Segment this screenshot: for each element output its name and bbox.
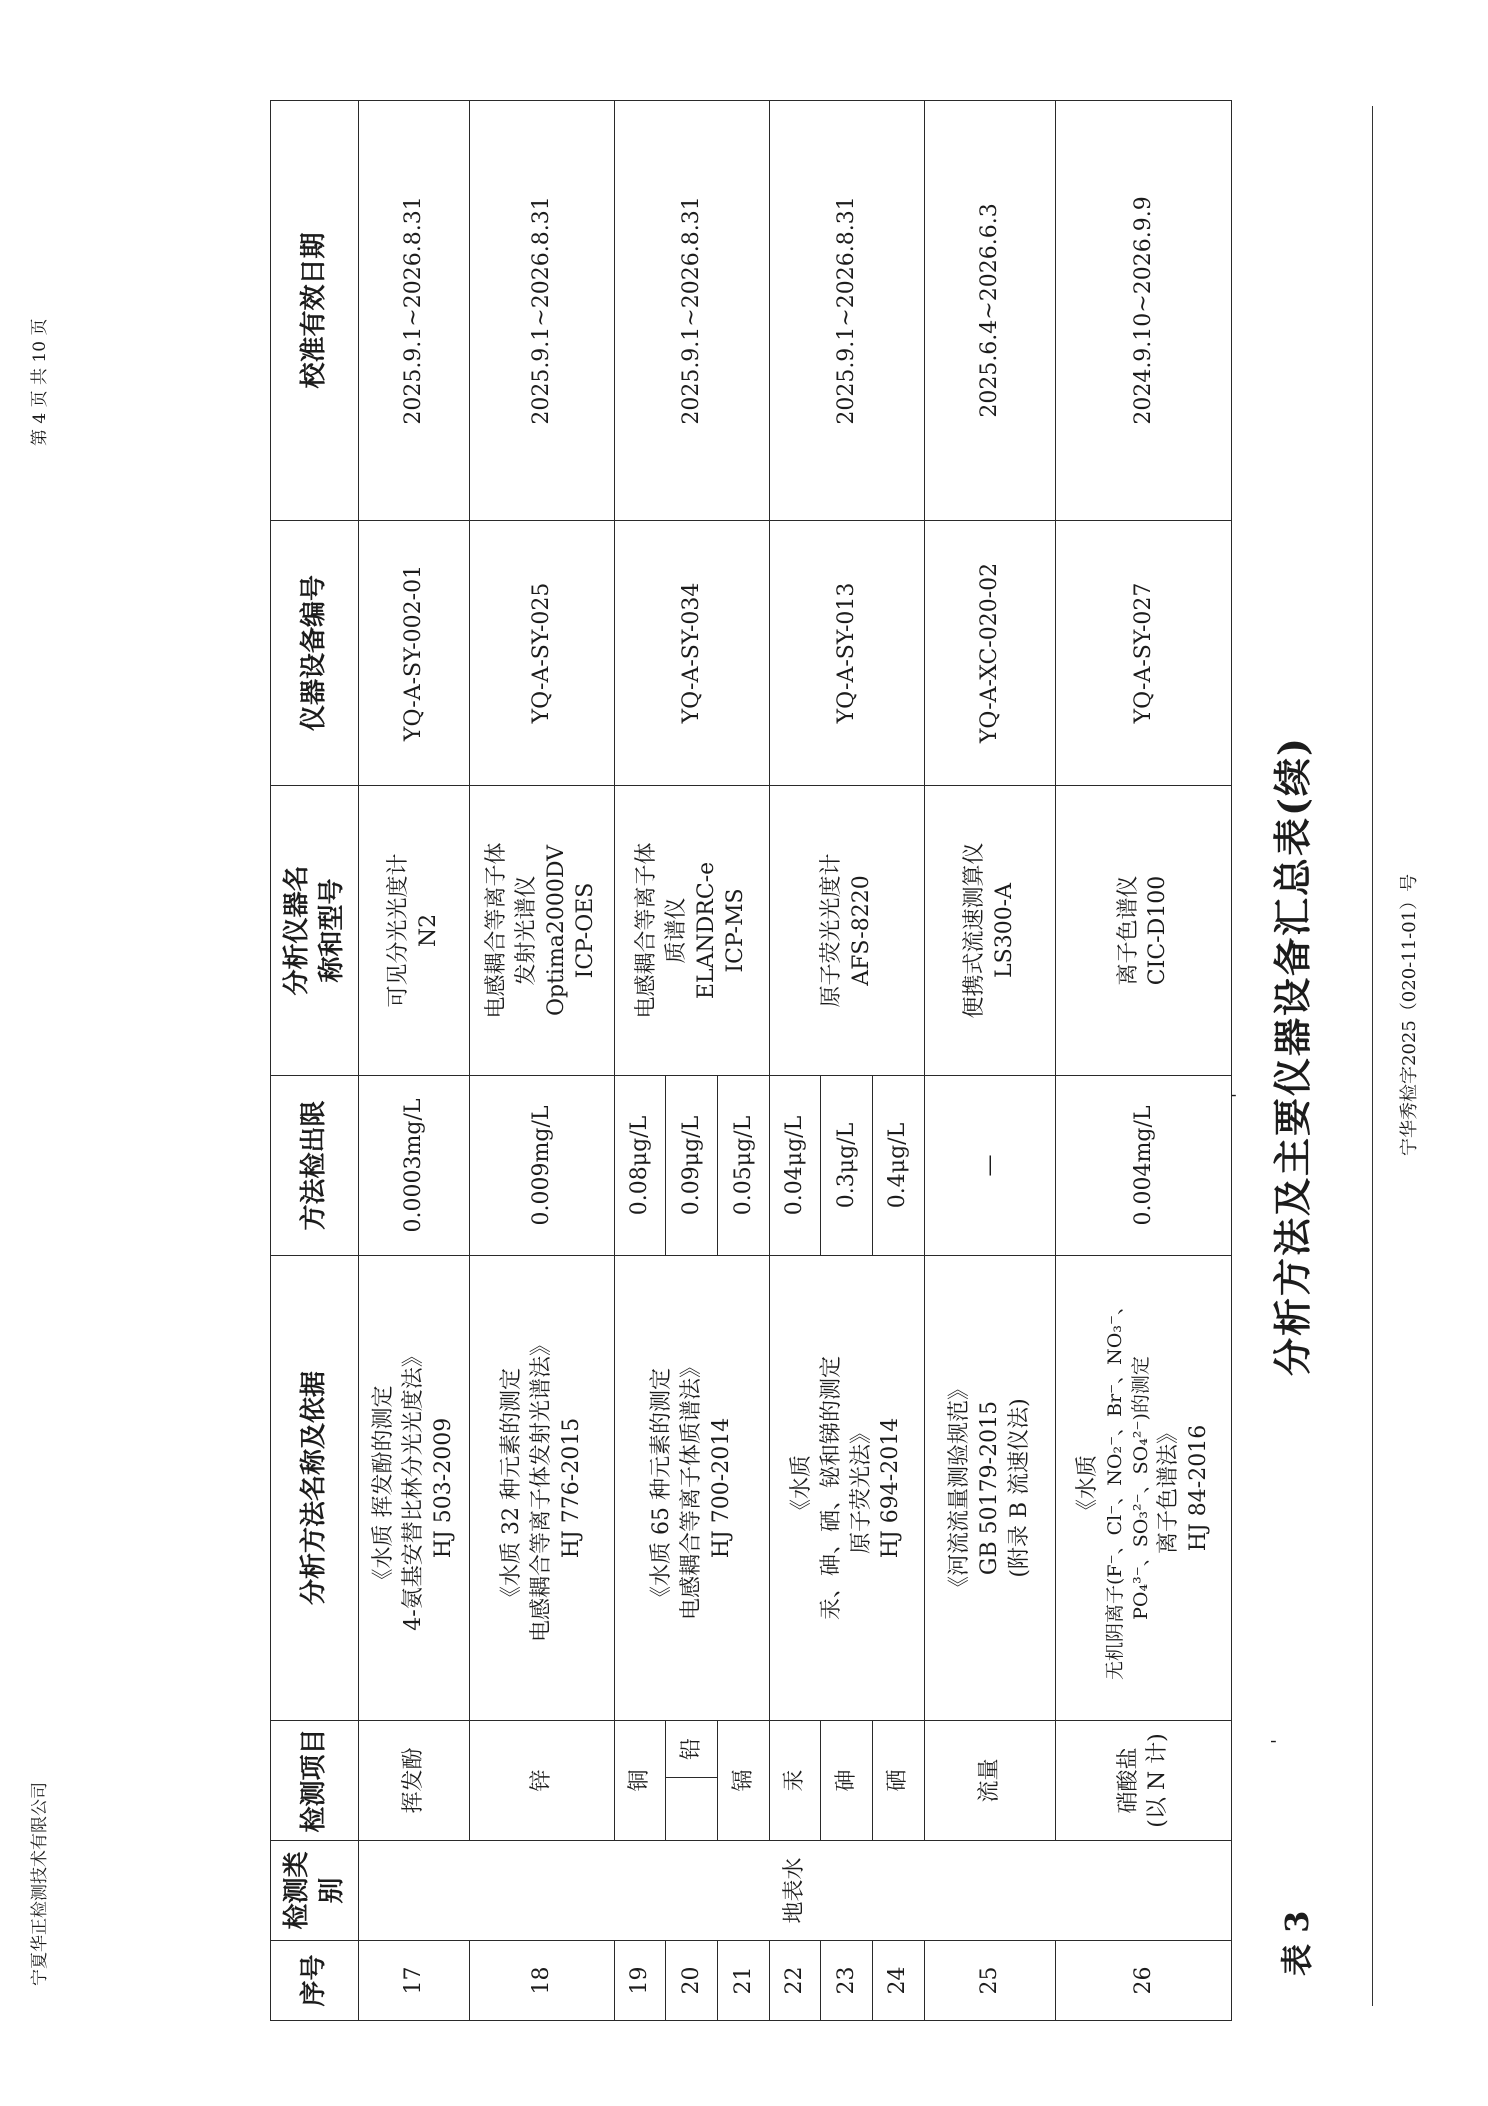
header-rule xyxy=(1372,106,1373,2006)
detection-limit: 0.08μg/L xyxy=(614,1075,666,1255)
col-header: 校准有效日期 xyxy=(271,100,359,520)
test-item: 铜 xyxy=(614,1720,666,1840)
row-number: 21 xyxy=(718,1941,770,2021)
instrument-cell xyxy=(769,785,924,1075)
method-line: 《水质 挥发酚的测定 xyxy=(371,1385,397,1591)
method-line: 《水质 xyxy=(1075,1454,1101,1521)
spacer-cell xyxy=(666,1778,718,1841)
test-item: 硒 xyxy=(872,1720,924,1840)
detection-limit: 0.09μg/L xyxy=(666,1075,718,1255)
row-number: 24 xyxy=(872,1941,924,2021)
calibration-date: 2025.9.1~2026.8.31 xyxy=(469,100,614,520)
test-item: 流量 xyxy=(924,1720,1055,1840)
col-header: 检测项目 xyxy=(271,1720,359,1840)
method-cell xyxy=(769,1255,924,1720)
table-row xyxy=(469,100,614,2020)
instrument-line: ICP-MS xyxy=(723,888,749,973)
instrument-cell xyxy=(924,785,1055,1075)
calibration-date: 2025.9.1~2026.8.31 xyxy=(614,100,769,520)
method-cell xyxy=(1055,1255,1231,1720)
test-item: 锌 xyxy=(469,1720,614,1840)
table-row xyxy=(924,100,1055,2020)
test-item: 镉 xyxy=(718,1720,770,1840)
instrument-line: 质谱仪 xyxy=(664,897,690,964)
calibration-date: 2025.9.1~2026.8.31 xyxy=(359,100,469,520)
calibration-date: 2024.9.10~2026.9.9 xyxy=(1055,100,1231,520)
stray-mark: ' xyxy=(1268,1739,1289,1744)
instrument-line: 电感耦合等离子体 xyxy=(634,842,660,1019)
col-header xyxy=(271,785,359,1075)
detection-limit: 0.3μg/L xyxy=(821,1075,873,1255)
method-line: 《水质 32 种元素的测定 xyxy=(499,1368,525,1608)
method-line: 汞、砷、硒、铋和锑的测定 xyxy=(818,1355,844,1620)
col-header: 仪器设备编号 xyxy=(271,520,359,785)
page-title: 分析方法及主要仪器设备汇总表(续) xyxy=(1270,736,1315,1376)
row-number: 17 xyxy=(359,1941,469,2021)
test-item: 挥发酚 xyxy=(359,1720,469,1840)
method-line: 4-氨基安替比林分光光度法》 xyxy=(401,1345,427,1631)
test-item-line: (以 N 计) xyxy=(1145,1733,1171,1828)
row-number: 22 xyxy=(769,1941,821,2021)
method-cell xyxy=(924,1255,1055,1720)
method-line: HJ 776-2015 xyxy=(558,1417,584,1559)
test-item-line: 硝酸盐 xyxy=(1115,1747,1141,1814)
instrument-line: Optima2000DV xyxy=(543,844,569,1017)
instrument-cell xyxy=(1055,785,1231,1075)
method-cell xyxy=(359,1255,469,1720)
method-cell xyxy=(614,1255,769,1720)
method-line: 《水质 xyxy=(789,1454,815,1521)
method-line: 《河流流量测验规范》 xyxy=(947,1377,973,1598)
instrument-line: ICP-OES xyxy=(573,882,599,979)
col-header-part: 分析仪器名称和型号 xyxy=(281,865,347,996)
device-number: YQ-A-SY-002-01 xyxy=(359,520,469,785)
instrument-line: N2 xyxy=(415,913,441,948)
instrument-cell xyxy=(359,785,469,1075)
instrument-line: 电感耦合等离子体 xyxy=(484,842,510,1019)
detection-limit: 0.0003mg/L xyxy=(359,1075,469,1255)
calibration-date: 2025.6.4~2026.6.3 xyxy=(924,100,1055,520)
col-header: 分析方法名称及依据 xyxy=(271,1255,359,1720)
test-category: 地表水 xyxy=(359,1841,1232,1941)
table-row xyxy=(1055,100,1231,2020)
instrument-line: 离子色谱仪 xyxy=(1115,875,1141,986)
instrument-line: AFS-8220 xyxy=(848,875,874,986)
row-number: 18 xyxy=(469,1941,614,2021)
calibration-date: 2025.9.1~2026.8.31 xyxy=(769,100,924,520)
document-code: 宁华秀检字2025（020-11-01）号 xyxy=(1399,873,1420,1156)
device-number: YQ-A-SY-013 xyxy=(769,520,924,785)
instrument-line: 便携式流速测算仪 xyxy=(962,842,988,1019)
device-number: YQ-A-XC-020-02 xyxy=(924,520,1055,785)
row-number: 20 xyxy=(666,1941,718,2021)
col-header: 序号 xyxy=(271,1941,359,2021)
detection-limit: 0.4μg/L xyxy=(872,1075,924,1255)
method-line: 电感耦合等离子体质谱法》 xyxy=(678,1355,704,1620)
method-cell xyxy=(469,1255,614,1720)
method-line: 无机阴离子(F⁻、Cl⁻、NO₂⁻、Br⁻、NO₃⁻、 xyxy=(1103,1295,1126,1681)
stray-mark: ' xyxy=(1228,1093,1249,1098)
instrument-line: 可见分光光度计 xyxy=(386,853,412,1008)
method-line: HJ 694-2014 xyxy=(878,1417,904,1559)
detection-limit: 0.04μg/L xyxy=(769,1075,821,1255)
instrument-line: CIC-D100 xyxy=(1145,875,1171,986)
device-number: YQ-A-SY-025 xyxy=(469,520,614,785)
instrument-line: ELANDRC-e xyxy=(693,861,719,1000)
detection-limit: — xyxy=(924,1075,1055,1255)
row-number: 25 xyxy=(924,1941,1055,2021)
detection-limit: 0.05μg/L xyxy=(718,1075,770,1255)
table-row xyxy=(359,100,469,2020)
instrument-line: LS300-A xyxy=(991,882,1017,978)
method-line: GB 50179-2015 xyxy=(976,1400,1002,1576)
col-header: 方法检出限 xyxy=(271,1075,359,1255)
detection-limit: 0.004mg/L xyxy=(1055,1075,1231,1255)
method-line: 离子色谱法》 xyxy=(1156,1421,1182,1554)
method-line: 电感耦合等离子体发射光谱法》 xyxy=(528,1333,554,1642)
method-line: HJ 84-2016 xyxy=(1185,1424,1211,1552)
col-header: 检测类别 xyxy=(271,1841,359,1941)
test-item: 汞 xyxy=(769,1720,821,1840)
method-line: HJ 503-2009 xyxy=(430,1417,456,1559)
table-row xyxy=(614,100,666,2020)
test-item: 砷 xyxy=(821,1720,873,1840)
instrument-line: 原子荧光光度计 xyxy=(818,853,844,1008)
method-line: PO₄³⁻、SO₃²⁻、SO₄²⁻)的测定 xyxy=(1129,1356,1152,1620)
method-line: 原子荧光法》 xyxy=(848,1421,874,1554)
row-number: 23 xyxy=(821,1941,873,2021)
equipment-table xyxy=(270,100,1232,2021)
method-line: HJ 700-2014 xyxy=(708,1417,734,1559)
test-item xyxy=(1055,1720,1231,1840)
detection-limit: 0.009mg/L xyxy=(469,1075,614,1255)
method-line: (附录 B 流速仪法) xyxy=(1006,1398,1032,1578)
instrument-line: 发射光谱仪 xyxy=(513,875,539,986)
instrument-cell xyxy=(614,785,769,1075)
table-header-row xyxy=(271,100,359,2020)
device-number: YQ-A-SY-027 xyxy=(1055,520,1231,785)
row-number: 26 xyxy=(1055,1941,1231,2021)
row-number: 19 xyxy=(614,1941,666,2021)
device-number: YQ-A-SY-034 xyxy=(614,520,769,785)
test-item: 铅 xyxy=(666,1720,718,1777)
method-line: 《水质 65 种元素的测定 xyxy=(649,1368,675,1608)
page-number: 第 4 页 共 10 页 xyxy=(30,318,50,446)
table-label: 表 3 xyxy=(1278,1910,1316,1976)
instrument-cell xyxy=(469,785,614,1075)
table-row xyxy=(769,100,821,2020)
footer-company: 宁夏华正检测技术有限公司 xyxy=(30,1782,50,1986)
